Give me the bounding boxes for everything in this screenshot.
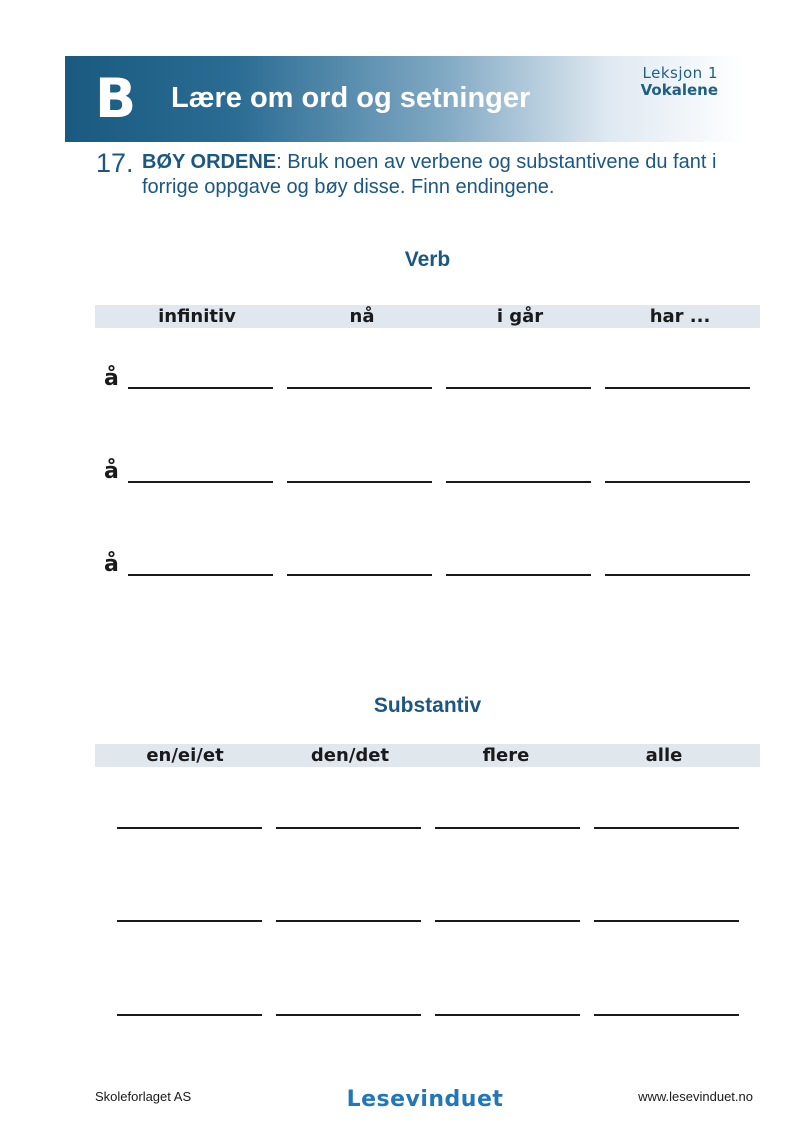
- verb-answer-line[interactable]: [128, 574, 273, 576]
- verb-answer-line[interactable]: [446, 574, 591, 576]
- verb-answer-line[interactable]: [446, 481, 591, 483]
- noun-answer-line[interactable]: [435, 827, 580, 829]
- noun-answer-line[interactable]: [276, 1014, 421, 1016]
- task-number: 17.: [96, 148, 134, 178]
- verb-col-infinitiv: infinitiv: [158, 306, 236, 327]
- noun-answer-line[interactable]: [117, 827, 262, 829]
- verb-answer-line[interactable]: [287, 387, 432, 389]
- noun-col-den-det: den/det: [310, 745, 390, 766]
- verb-row-prefix: å: [104, 552, 119, 577]
- verb-col-har: har ...: [649, 306, 711, 327]
- lesson-name: Vokalene: [640, 81, 718, 99]
- task-lead: BØY ORDENE: [142, 151, 277, 173]
- verb-answer-line[interactable]: [605, 481, 750, 483]
- footer-publisher: Skoleforlaget AS: [95, 1089, 192, 1104]
- verb-answer-line[interactable]: [128, 387, 273, 389]
- noun-answer-line[interactable]: [276, 920, 421, 922]
- noun-col-alle: alle: [645, 745, 683, 766]
- section-letter: B: [95, 67, 137, 130]
- verb-row-prefix: å: [104, 459, 119, 484]
- verb-heading: Verb: [404, 248, 451, 271]
- noun-answer-line[interactable]: [435, 1014, 580, 1016]
- noun-col-flere: flere: [482, 745, 530, 766]
- noun-answer-line[interactable]: [117, 1014, 262, 1016]
- noun-col-en-ei-et: en/ei/et: [146, 745, 224, 766]
- lesevinduet-logo: Lesevinduet: [346, 1087, 504, 1112]
- verb-answer-line[interactable]: [605, 574, 750, 576]
- verb-answer-line[interactable]: [446, 387, 591, 389]
- noun-answer-line[interactable]: [594, 827, 739, 829]
- page-title: Lære om ord og setninger: [171, 82, 531, 114]
- verb-row-prefix: å: [104, 366, 119, 391]
- verb-answer-line[interactable]: [605, 387, 750, 389]
- verb-col-i-gar: i går: [496, 306, 544, 327]
- verb-answer-line[interactable]: [128, 481, 273, 483]
- noun-answer-line[interactable]: [276, 827, 421, 829]
- footer-url[interactable]: www.lesevinduet.no: [638, 1089, 753, 1104]
- verb-col-na: nå: [349, 306, 375, 327]
- noun-answer-line[interactable]: [117, 920, 262, 922]
- noun-answer-line[interactable]: [594, 1014, 739, 1016]
- noun-answer-line[interactable]: [435, 920, 580, 922]
- task-body: : Bruk noen av verbene og substantivene du fant i forrige oppgave og bøy disse. Finn endingene.: [142, 151, 717, 198]
- task-instruction: [142, 150, 762, 200]
- verb-column-header-bar: [95, 305, 760, 328]
- verb-answer-line[interactable]: [287, 481, 432, 483]
- noun-answer-line[interactable]: [594, 920, 739, 922]
- verb-answer-line[interactable]: [287, 574, 432, 576]
- lesson-number: Leksjon 1: [642, 64, 718, 82]
- noun-heading: Substantiv: [373, 694, 482, 717]
- noun-column-header-bar: [95, 744, 760, 767]
